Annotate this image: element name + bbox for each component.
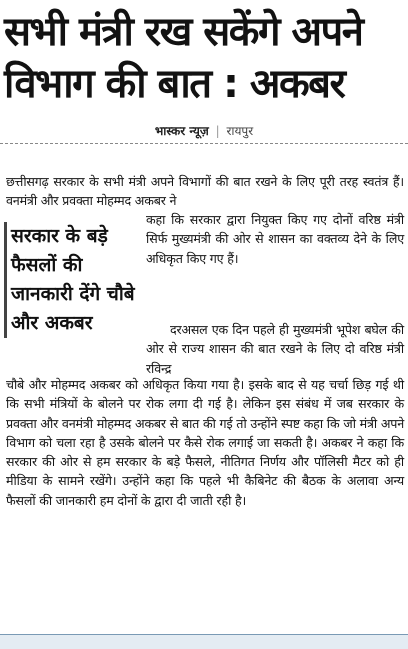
byline-separator: |	[215, 124, 220, 138]
paragraph-side-2: दरअसल एक दिन पहले ही मुख्यमंत्री भूपेश बघेल की ओर से राज्य शासन की बात रखने के लिए दो वरिष्ठ मंत्री रविन्द्र	[146, 322, 404, 376]
next-article-border	[0, 634, 408, 649]
byline	[0, 122, 408, 139]
paragraph-side-1: कहा कि सरकार द्वारा नियुक्त किए गए दोनों वरिष्ठ मंत्री सिर्फ मुख्यमंत्री की ओर से शासन का वक्तव्य देने के लिए अधिकृत किए गए हैं।	[146, 212, 404, 266]
paragraph-main: चौबे और मोहम्मद अकबर को अधिकृत किया गया है। इसके बाद से यह चर्चा छिड़ गई थी कि सभी मंत्रियों के बोलने पर रोक लगा दी गई है। लेकिन इस संबंध में जब सरकार के प्रवक्ता और वनमंत्री मोहम्मद अकबर से बात की गई तो उन्होंने स्पष्ट कहा कि जो मंत्री अपने विभाग को चला रहा है उसके बोलने पर कैसे रोक लगाई जा सकती है। अकबर ने कहा कि सरकार की ओर से हम सरकार के बड़े फैसले, नीतिगत निर्णय और पॉलिसी मैटर को ही मीडिया के सामने रखेंगे। उन्होंने कहा कि पहले भी कैबिनेट की बैठक के अलावा अन्य फैसलों की जानकारी हम दोनों के द्वारा दी जाती रही है।	[6, 377, 404, 508]
pull-quote: सरकार के बड़े फैसलों की जानकारी देंगे चौबे और अकबर	[4, 222, 143, 338]
paragraph-intro: छत्तीसगढ़ सरकार के सभी मंत्री अपने विभागों की बात रखने के लिए पूरी तरह स्वतंत्र हैं। वनमंत्री और प्रवक्ता मोहम्मद अकबर ने	[6, 174, 404, 209]
byline-source: भास्कर न्यूज़	[154, 124, 209, 138]
headline	[4, 6, 404, 110]
divider	[0, 143, 408, 144]
headline-line-1: सभी मंत्री रख सकेंगे अपने	[4, 9, 363, 55]
byline-city: रायपुर	[226, 124, 254, 138]
headline-line-2: विभाग की बात : अकबर	[4, 61, 345, 107]
